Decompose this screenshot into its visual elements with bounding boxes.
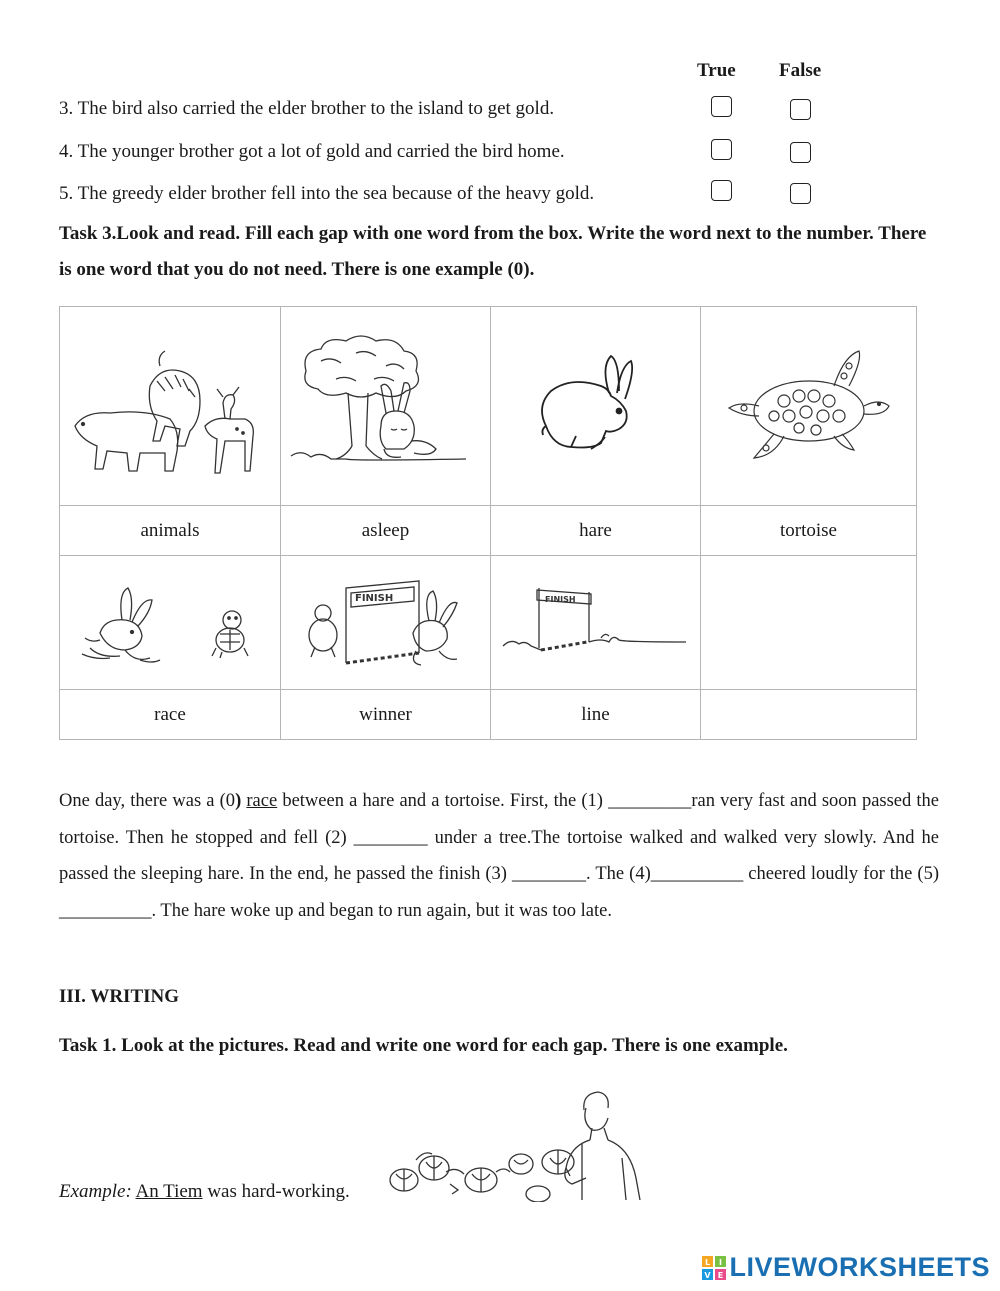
example-label: Example: (59, 1181, 132, 1202)
word-cell-hare: hare (491, 506, 701, 556)
logo-letter-i: I (719, 1257, 723, 1267)
story-passage (59, 783, 939, 929)
picture-cell-asleep (281, 307, 491, 506)
logo-letter-e: E (718, 1270, 724, 1280)
task3-instruction: Task 3.Look and read. Fill each gap with one word from the box. Write the word next to the number. There is one word that you do not need. There is one example (0). (59, 223, 927, 280)
passage-start: One day, there was a (0 (59, 791, 236, 811)
asleep-picture (286, 331, 486, 481)
example-name: An Tiem (135, 1181, 203, 1202)
hare-picture (531, 351, 661, 461)
picture-cell-tortoise (701, 307, 917, 506)
word-cell-race: race (60, 690, 281, 740)
statement-3-false-checkbox[interactable] (790, 99, 811, 120)
word-cell-empty (701, 690, 917, 740)
animals-picture (65, 331, 275, 481)
picture-cell-hare (491, 307, 701, 506)
example-answer: race (246, 791, 278, 811)
an-tiem-picture (386, 1088, 666, 1202)
statement-5-false-checkbox[interactable] (790, 183, 811, 204)
word-cell-line: line (491, 690, 701, 740)
finish-line-sign-text: FINISH (544, 594, 576, 604)
picture-cell-line (491, 556, 701, 690)
word-cell-tortoise: tortoise (701, 506, 917, 556)
picture-cell-race (60, 556, 281, 690)
statement-3: 3. The bird also carried the elder brother to the island to get gold. (59, 98, 555, 119)
picture-cell-animals (60, 307, 281, 506)
finish-line-picture (501, 578, 691, 668)
word-cell-winner: winner (281, 690, 491, 740)
statement-3-true-checkbox[interactable] (711, 96, 732, 117)
word-cell-animals: animals (60, 506, 281, 556)
logo-letter-v: V (704, 1270, 712, 1280)
race-picture (80, 578, 260, 668)
writing-example (59, 1181, 350, 1203)
picture-cell-winner (281, 556, 491, 690)
statement-4-true-checkbox[interactable] (711, 139, 732, 160)
statement-5: 5. The greedy elder brother fell into the sea because of the heavy gold. (59, 183, 595, 204)
liveworksheets-logo-icon (701, 1255, 727, 1281)
example-rest: was hard-working. (202, 1181, 350, 1202)
liveworksheets-brand (701, 1252, 990, 1283)
writing-heading: III. WRITING (59, 986, 180, 1007)
statement-4-false-checkbox[interactable] (790, 142, 811, 163)
passage-body: between a hare and a tortoise. First, the (1) _________ran very fast and soon passed the tortoise. Then he stopped and fell (2) ________ under a tree.The tortoise walked and walked very slowly. And he passed the sleeping hare. In the end, he passed the finish (3) ________. The (4)__________ cheered loudly for the (5) __________. The hare woke up and began to run again, but it was too late. (59, 791, 940, 921)
writing-task1-instruction: Task 1. Look at the pictures. Read and write one word for each gap. There is one example. (59, 1035, 788, 1056)
winner-picture (301, 573, 471, 673)
brand-name: LIVEWORKSHEETS (729, 1252, 990, 1282)
statement-5-true-checkbox[interactable] (711, 180, 732, 201)
logo-letter-l: L (705, 1257, 711, 1267)
finish-sign-text: FINISH (354, 592, 393, 604)
passage-paren: ) (235, 791, 242, 811)
tortoise-picture (724, 346, 894, 466)
word-cell-asleep: asleep (281, 506, 491, 556)
true-column-header: True (697, 60, 736, 81)
false-column-header: False (779, 60, 822, 81)
word-box-table (59, 306, 917, 740)
statement-4: 4. The younger brother got a lot of gold and carried the bird home. (59, 141, 565, 162)
picture-cell-empty (701, 556, 917, 690)
